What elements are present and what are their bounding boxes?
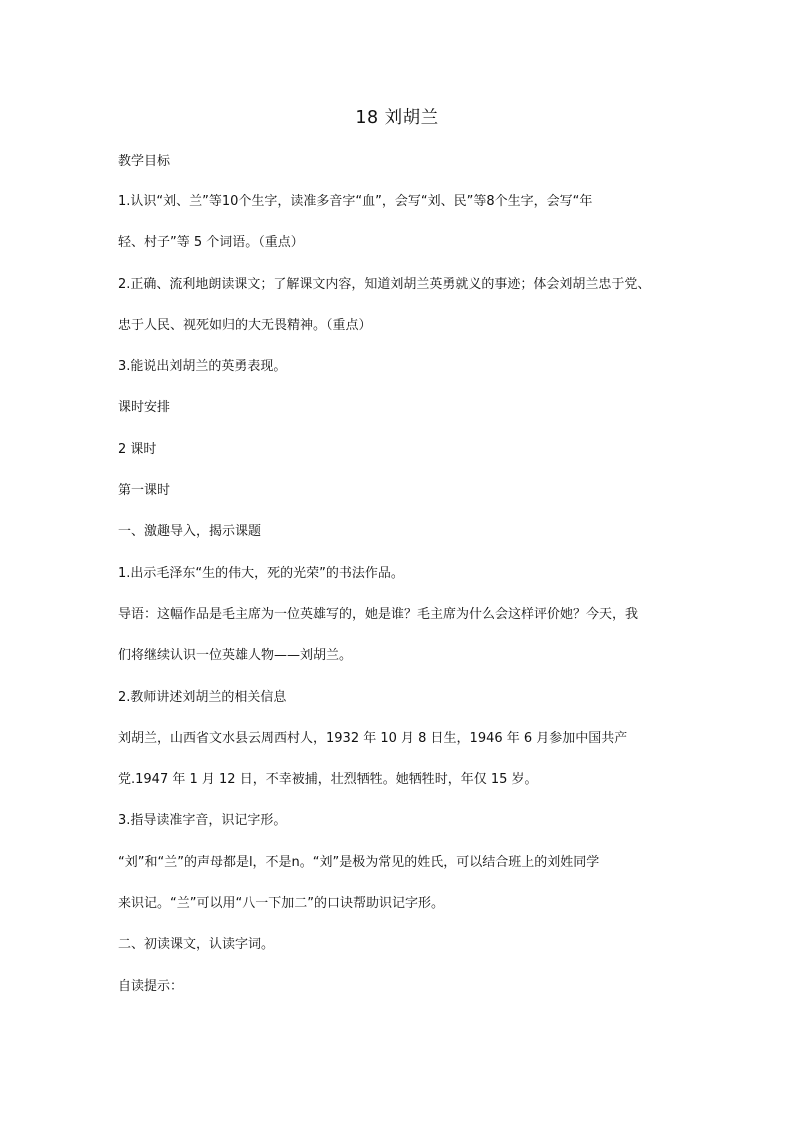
objective-1-line-2: 轻、村子”等 5 个词语。（重点） — [118, 235, 304, 250]
intro-line-1: 导语：这幅作品是毛主席为一位英雄写的，她是谁？毛主席为什么会这样评价她？今天，我 — [118, 607, 639, 622]
step-2: 2.教师讲述刘胡兰的相关信息 — [118, 690, 287, 705]
bio-line-1: 刘胡兰，山西省文水县云周西村人，1932 年 10 月 8 日生，1946 年 6 月参加中国共产 — [118, 731, 628, 746]
pronunciation-line-2: 来识记。“兰”可以用“八一下加二”的口诀帮助识记字形。 — [118, 896, 444, 911]
schedule-hours: 2 课时 — [118, 442, 157, 457]
bio-line-2: 党.1947 年 1 月 12 日，不幸被捕，壮烈牺牲。她牺牲时，年仅 15 岁。 — [118, 772, 538, 787]
section-heading-objectives: 教学目标 — [118, 154, 171, 169]
document-title: 18 刘胡兰 — [355, 108, 439, 128]
part-1-heading: 一、激趣导入，揭示课题 — [118, 524, 262, 539]
part-2-heading: 二、初读课文，认读字词。 — [118, 937, 275, 952]
step-3: 3.指导读准字音，识记字形。 — [118, 813, 287, 828]
objective-3: 3.能说出刘胡兰的英勇表现。 — [118, 359, 287, 374]
intro-line-2: 们将继续认识一位英雄人物——刘胡兰。 — [118, 648, 353, 663]
lesson-heading-first: 第一课时 — [118, 483, 171, 498]
objective-1-line-1: 1.认识“刘、兰”等10个生字，读准多音字“血”，会写“刘、民”等8个生字，会写“年 — [118, 194, 593, 209]
step-1: 1.出示毛泽东“生的伟大，死的光荣”的书法作品。 — [118, 566, 404, 581]
pronunciation-line-1: “刘”和“兰”的声母都是l，不是n。“刘”是极为常见的姓氏，可以结合班上的刘姓同学 — [118, 855, 600, 870]
objective-2-line-1: 2.正确、流利地朗读课文；了解课文内容，知道刘胡兰英勇就义的事迹；体会刘胡兰忠于党、 — [118, 277, 651, 292]
section-heading-schedule: 课时安排 — [118, 400, 171, 415]
self-reading-tips: 自读提示： — [118, 979, 184, 994]
objective-2-line-2: 忠于人民、视死如归的大无畏精神。（重点） — [118, 318, 372, 333]
